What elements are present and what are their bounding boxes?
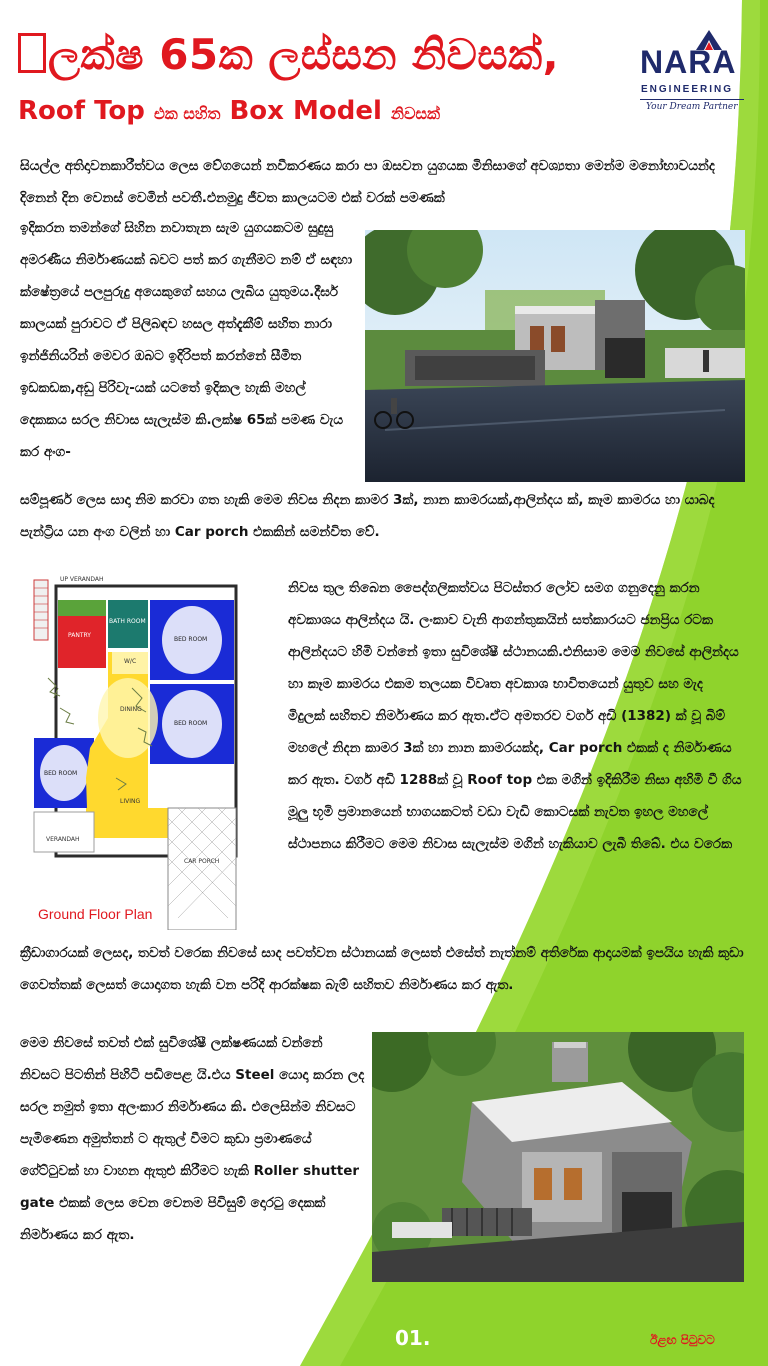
ground-floor-plan (28, 568, 268, 930)
title-missing-glyph (18, 33, 46, 73)
house-aerial-render-image (372, 1032, 744, 1282)
label-bath-room: BATH ROOM (109, 618, 146, 625)
label-car-porch: CAR PORCH (184, 858, 220, 865)
paragraph-balcony: නිවස තුල තිබෙන පෛද්ගලිකත්වය පිටස්තර ලෝව සමග ගනුදෙනු කරන අවකාශය ආලින්දය යි. ලංකාව වැනි ආගන්තුකයින් සත්කාරයට ජනප්‍රිය රටක ආලින්දයට හිමි වන්නේ ඉතා සුවිශේෂී ස්ථානයකි.එනිසාම මෙම නිවසේ ආලින්දය හා කෑම කාමරය එකම තලයක විවෘත අවකාශ භාවිතයෙන් යුතුව සහ මැද මිදුලක් සහිතව නිර්මාණය කර ඇත.ඒට අමතරව වර්ග අඩි (1382) ක් වූ බිම් මහලේ නිදන කාමර 3ක් හා නාන කාමරයක්ද, Car porch එකක් ද නිර්මාණය කර ඇත. වර්ග අඩි 1288ක් වූ Roof top එක මගින් ඉදිකිරීම නිසා අහිමි වී ගිය මූලු භූමි ප්‍රමානයෙන් භාගයකටත් වඩා වැඩි කොටසක් නැවත ඉහල මහලේ ස්ථාපනය කිරීමට මෙම නිවාස සැලැස්ම මගින් හැකියාව ලැබී තිබේ. එය වරෙක (288, 580, 742, 852)
next-page-link[interactable]: ඊළඟ පිටුවට (650, 1333, 715, 1347)
logo-tagline: Your Dream Partner (646, 102, 738, 112)
subtitle-roof-top: Roof Top (18, 96, 145, 126)
nara-engineering-logo (632, 26, 752, 126)
subtitle-box-model: Box Model (229, 96, 382, 126)
headline-subtitle (18, 96, 440, 126)
label-living: LIVING (120, 798, 141, 805)
logo-sub: ENGINEERING (641, 84, 734, 95)
paragraph-dream-home: ඉදිකරන තමන්ගේ සිහින නවාතැන සැම යුගයකටම සුදුසු අමරණීය නිර්මාණයක් බවට පත් කර ගැනීමට නම් ඒ සඳහා ක්ෂේත්‍රයේ පලපුරුදු අයෙකුගේ සහය ලැබිය යුතුමය.දීර්ඝ කාලයක් පුරාවට ඒ පිලිබඳව හසල අත්දැකීම් සහිත නාරා ඉන්ජිනියරින් මෙවර ඔබට ඉදිරිපත් කරන්නේ සීමිත ඉඩකඩක,අඩු පිරිවැ-යක් යටතේ ඉදිකල හැකි මහල් දෙකකය සරල නිවාස සැලැස්ම කි.ලක්ෂ 65ක් පමණ වැය කර අංග- (20, 220, 353, 460)
headline-title (18, 30, 559, 80)
title-line-1: ලක්ෂ 65ක ලස්සන නිවසක්, (48, 30, 560, 79)
paragraph-intro: සියල්ල අතිදාවනකාරීත්වය ලෙස වේගයෙන් නවීකරණය කරා පා ඔසවන යුගයක මිනිසාගේ අවශ්‍යතා මෙන්ම මනෝභාවයන්ද දිනෙන් දින වෙනස් වෙමින් පවතී.එනමුදු ජීවත කාලයටම එක් වරක් පමණක් (20, 158, 715, 206)
label-verandah: VERANDAH (46, 836, 80, 843)
house-front-render-image (365, 230, 745, 482)
logo-brand: NARA (640, 44, 737, 80)
page-number: 01. (395, 1326, 431, 1350)
paragraph-gate: මෙම නිවසේ තවත් එක් සුවිශේෂී ලක්ෂණයක් වන්නේ නිවසට පිටතින් පිහිටි පඩිපෙළ යි.එය Steel යොදා කරන ලද සරල නමුත් ඉතා අලංකාර නිර්මාණය කි. එලෙසින්ම නිවසට පැමිණෙන අමුත්තන් ට ඇතුල් වීමට කුඩා ප්‍රමාණයේ ගේට්ටුවක් හා වාහන ඇතුළු කිරීමට හැකි Roller shutter gate එකක් ලෙස වෙන වෙනම පිවිසුම් දොරටු දෙකක් නිර්මාණය කර ඇත. (20, 1035, 365, 1243)
paragraph-rooftop-use: ක්‍රීඩාගාරයක් ලෙසද, තවත් වරෙක නිවසේ සාද පවත්වන ස්ථානයක් ලෙසත් එසේත් නැත්නම් අතිරේක ආදායමක් ඉපයිය හැකි කුඩා ගෙවත්තක් ලෙසත් යොදාගත හැකි වන පරිදි ආරක්ෂක බැම් සහිතව නිර්මාණය කර ඇත. (20, 945, 744, 993)
logo-divider (640, 99, 744, 100)
subtitle-with: එක සහිත (153, 104, 221, 123)
label-bed-room-3: BED ROOM (44, 770, 78, 777)
label-bed-room-1: BED ROOM (174, 636, 208, 643)
floor-plan-drawing (28, 568, 268, 930)
label-dining: DINING (120, 706, 142, 713)
paragraph-rooms: සම්පූර්ණ ලෙස සාදා නිම කරවා ගත හැකි මෙම නිවස නිදන කාමර 3ක්, නාන කාමරයක්,ආලින්දය ක්, කෑම කාමරය හා යාබද පැන්ට්‍රිය යන අංග වලින් හා Car porch එකකින් සමන්විත වේ. (20, 492, 715, 540)
floor-plan-caption: Ground Floor Plan (38, 906, 153, 922)
subtitle-house: නිවසක් (390, 104, 440, 123)
label-pantry: PANTRY (68, 632, 91, 639)
label-bed-room-2: BED ROOM (174, 720, 208, 727)
label-up-verandah: UP VERANDAH (60, 576, 104, 583)
label-wc: W/C (124, 658, 137, 665)
